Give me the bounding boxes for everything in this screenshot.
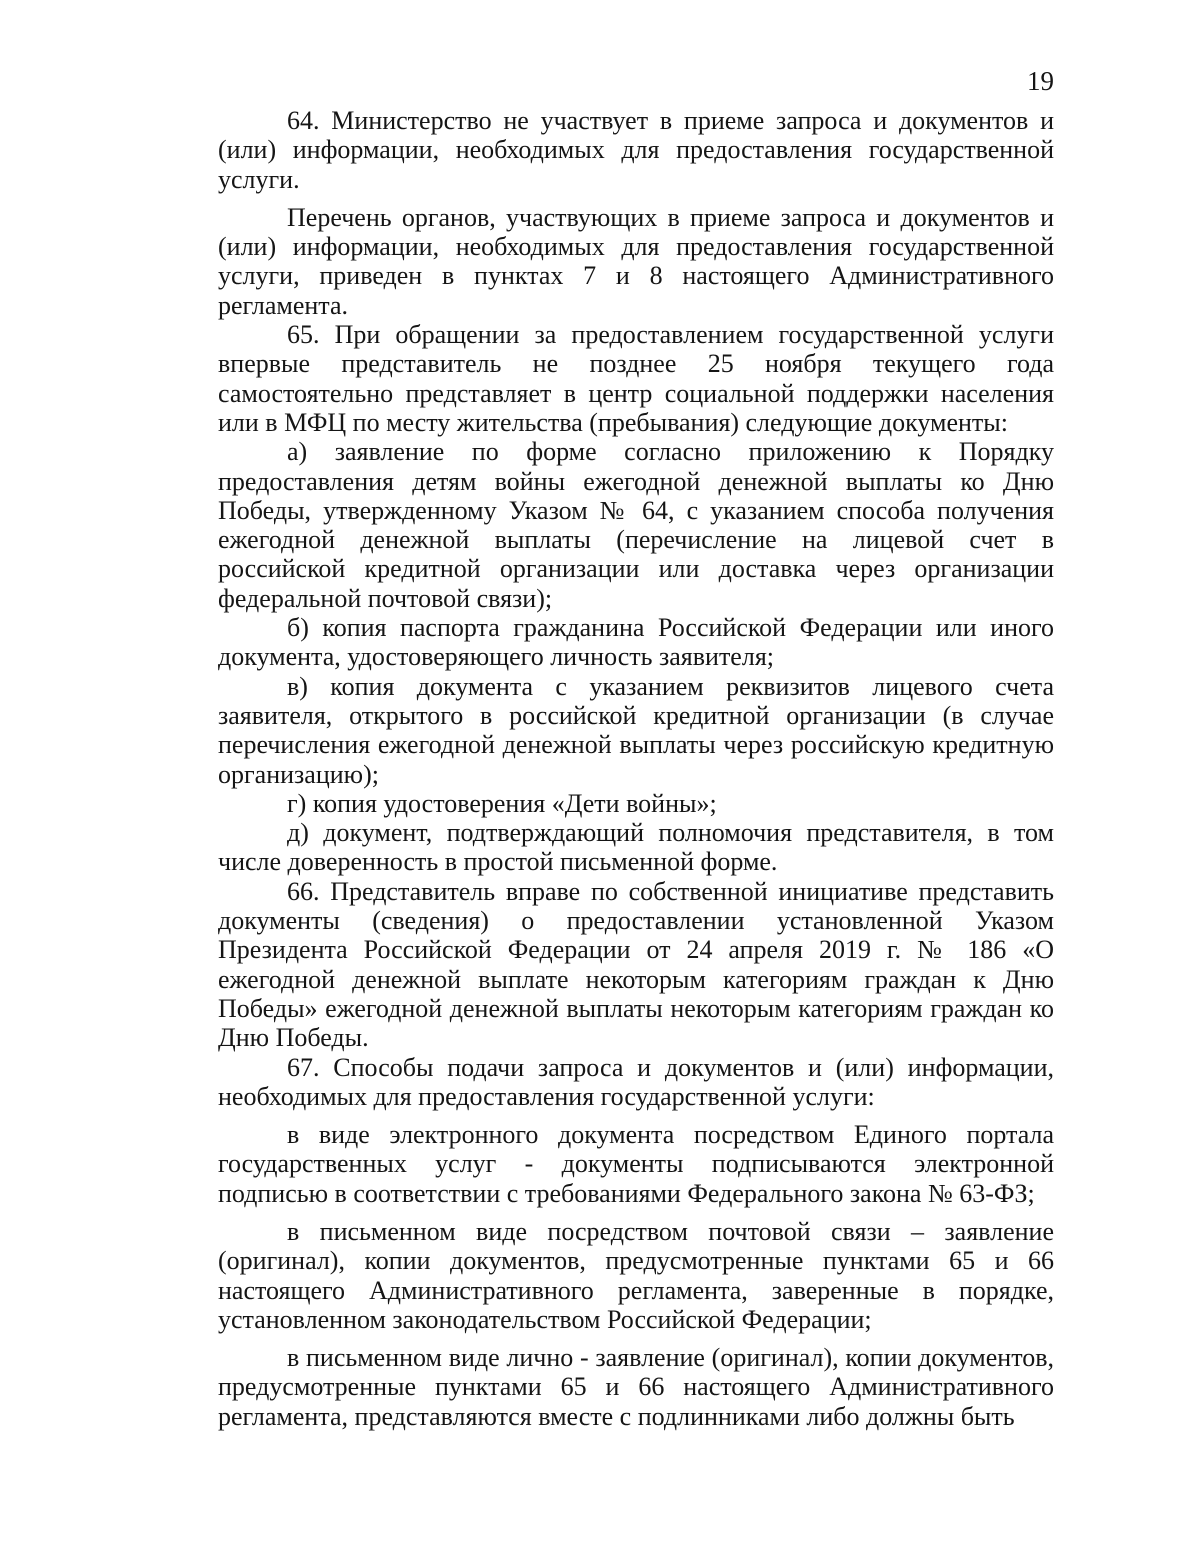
list-item-b: б) копия паспорта гражданина Российской Федерации или иного документа, удостоверяющего личность заявителя; xyxy=(218,613,1054,672)
paragraph-organs-list: Перечень органов, участвующих в приеме запроса и документов и (или) информации, необходимых для предоставления государственной услуги, приведен в пунктах 7 и 8 настоящего Административного регламента. xyxy=(218,202,1054,320)
submission-method-postal: в письменном виде посредством почтовой связи – заявление (оригинал), копии документов, предусмотренные пунктами 65 и 66 настоящего Административного регламента, заверенные в порядке, установленном законодательством Российской Федерации; xyxy=(218,1216,1054,1334)
paragraph-64: 64. Министерство не участвует в приеме запроса и документов и (или) информации, необходимых для предоставления государственной услуги. xyxy=(218,106,1054,194)
list-item-a: а) заявление по форме согласно приложению к Порядку предоставления детям войны ежегодной денежной выплаты ко Дню Победы, утвержденному Указом № 64, с указанием способа получения ежегодной денежной выплаты (перечисление на лицевой счет в российской кредитной организации или доставка через организации федеральной почтовой связи); xyxy=(218,437,1054,613)
list-item-v: в) копия документа с указанием реквизитов лицевого счета заявителя, открытого в российской кредитной организации (в случае перечисления ежегодной денежной выплаты через российскую кредитную организацию); xyxy=(218,671,1054,789)
paragraph-66: 66. Представитель вправе по собственной инициативе представить документы (сведения) о предоставлении установленной Указом Президента Российской Федерации от 24 апреля 2019 г. № 186 «О ежегодной денежной выплате некоторым категориям граждан к Дню Победы» ежегодной денежной выплаты некоторым категориям граждан ко Дню Победы. xyxy=(218,876,1054,1053)
page-number: 19 xyxy=(1027,66,1054,96)
submission-method-electronic: в виде электронного документа посредством Единого портала государственных услуг - документы подписываются электронной подписью в соответствии с требованиями Федерального закона № 63-ФЗ; xyxy=(218,1120,1054,1208)
paragraph-67: 67. Способы подачи запроса и документов и (или) информации, необходимых для предоставления государственной услуги: xyxy=(218,1052,1054,1111)
paragraph-65: 65. При обращении за предоставлением государственной услуги впервые представитель не позднее 25 ноября текущего года самостоятельно представляет в центр социальной поддержки населения или в МФЦ по месту жительства (пребывания) следующие документы: xyxy=(218,320,1054,437)
list-item-d: д) документ, подтверждающий полномочия представителя, в том числе доверенность в простой письменной форме. xyxy=(218,818,1054,877)
list-item-g: г) копия удостоверения «Дети войны»; xyxy=(287,788,717,818)
document-body xyxy=(218,106,1054,1431)
submission-method-in-person: в письменном виде лично - заявление (оригинал), копии документов, предусмотренные пунктами 65 и 66 настоящего Административного регламента, представляются вместе с подлинниками либо должны быть xyxy=(218,1343,1054,1431)
